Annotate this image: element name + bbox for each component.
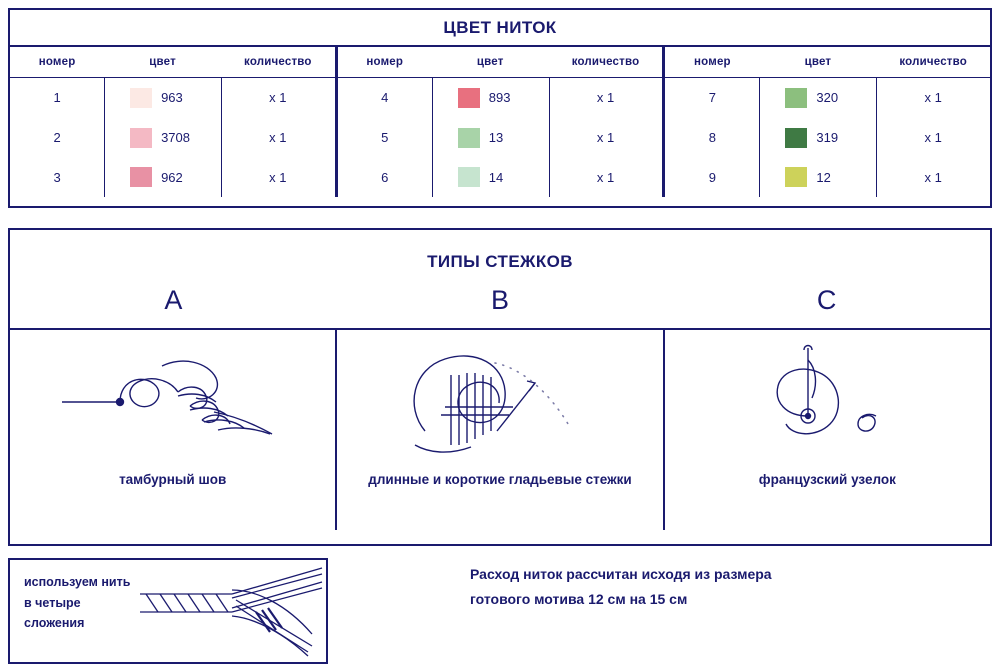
stitch-letter-a: A <box>164 284 183 315</box>
thread-block <box>335 47 663 197</box>
thread-code: 320 <box>816 90 839 106</box>
thread-code: 13 <box>488 130 504 145</box>
thread-folding-inner <box>10 560 326 662</box>
table-row <box>665 118 990 158</box>
table-row <box>10 157 335 197</box>
stitch-types-title: ТИПЫ СТЕЖКОВ <box>427 252 573 271</box>
thread-colors-grid <box>10 47 990 197</box>
thread-count: x 1 <box>269 169 287 185</box>
header-color: цвет <box>804 56 832 68</box>
long-short-stitch-diagram <box>337 330 662 470</box>
color-swatch <box>458 88 480 108</box>
thread-colors-title: ЦВЕТ НИТОК <box>443 18 557 37</box>
usage-note-line-1: Расход ниток рассчитан исходя из размера <box>470 566 772 582</box>
thread-color <box>432 128 549 148</box>
color-swatch <box>458 128 480 148</box>
thread-number: 5 <box>381 130 389 145</box>
column-divider <box>221 77 222 197</box>
color-swatch <box>130 128 152 148</box>
thread-number: 7 <box>708 90 717 106</box>
thread-header-row <box>10 47 335 78</box>
thread-folding-text <box>24 572 130 634</box>
column-divider <box>549 77 550 197</box>
thread-number: 8 <box>708 130 717 145</box>
four-strand-thread-diagram <box>136 560 326 667</box>
thread-color <box>104 128 221 148</box>
thread-header-row <box>338 47 663 78</box>
column-divider <box>759 77 760 197</box>
thread-code: 319 <box>816 130 839 145</box>
header-count: количество <box>571 56 640 68</box>
thread-number: 6 <box>381 169 389 185</box>
thread-count: x 1 <box>269 90 287 106</box>
stitch-letter-row <box>10 272 990 330</box>
stitch-caption-b: длинные и короткие гладьевые стежки <box>368 472 632 487</box>
thread-number: 1 <box>53 90 61 106</box>
chain-stitch-diagram <box>10 330 335 470</box>
thread-code: 14 <box>488 169 504 185</box>
color-swatch <box>785 88 807 108</box>
thread-color <box>104 88 221 108</box>
stitch-columns <box>10 330 990 530</box>
thread-count: x 1 <box>596 169 615 185</box>
stitch-types-panel <box>8 228 992 546</box>
thread-count: x 1 <box>924 169 942 185</box>
thread-colors-panel <box>8 8 992 208</box>
stitch-column-b <box>335 330 662 530</box>
thread-code: 12 <box>816 169 831 185</box>
table-row <box>338 78 663 118</box>
thread-rows <box>10 78 335 197</box>
usage-note <box>470 562 990 611</box>
thread-code: 962 <box>161 169 183 185</box>
color-swatch <box>458 167 480 187</box>
thread-count: x 1 <box>924 90 942 106</box>
color-swatch <box>785 167 807 187</box>
table-row <box>10 118 335 158</box>
thread-rows <box>338 78 663 197</box>
table-row <box>338 157 663 197</box>
thread-code: 3708 <box>161 130 190 145</box>
stitch-caption-a: тамбурный шов <box>119 472 227 487</box>
stitch-letter-c: C <box>816 284 837 315</box>
thread-number: 4 <box>381 90 389 106</box>
color-swatch <box>785 128 807 148</box>
header-number: номер <box>366 56 404 68</box>
column-divider <box>432 77 433 197</box>
french-knot-diagram <box>665 330 990 470</box>
usage-note-line-2: готового мотива 12 см на 15 см <box>470 590 688 607</box>
column-divider <box>876 77 877 197</box>
header-count: количество <box>899 56 967 68</box>
header-count: количество <box>244 56 312 68</box>
thread-count: x 1 <box>269 130 287 145</box>
thread-number: 2 <box>53 130 61 145</box>
stitch-column-c <box>663 330 990 530</box>
thread-count: x 1 <box>596 130 615 145</box>
thread-count: x 1 <box>924 130 942 145</box>
table-row <box>665 157 990 197</box>
color-swatch <box>130 88 152 108</box>
header-color: цвет <box>476 56 504 68</box>
stitch-caption-c: французский узелок <box>758 472 896 487</box>
header-color: цвет <box>149 56 176 68</box>
thread-code: 963 <box>161 90 183 106</box>
thread-number: 3 <box>53 169 61 185</box>
table-row <box>338 118 663 158</box>
header-number: номер <box>38 56 76 68</box>
thread-block <box>662 47 990 197</box>
fold-line-1: используем нить <box>24 575 131 589</box>
table-row <box>10 78 335 118</box>
thread-color <box>759 167 876 187</box>
thread-number: 9 <box>708 169 717 185</box>
thread-color <box>432 167 549 187</box>
thread-rows <box>665 78 990 197</box>
thread-color <box>432 88 549 108</box>
thread-folding-panel <box>8 558 328 664</box>
color-swatch <box>130 167 152 187</box>
stitch-letter-b: B <box>491 284 510 315</box>
table-row <box>665 78 990 118</box>
thread-count: x 1 <box>596 90 615 106</box>
thread-color <box>759 128 876 148</box>
thread-header-row <box>665 47 990 78</box>
fold-line-3: сложения <box>24 616 85 631</box>
fold-line-2: в четыре <box>24 595 81 610</box>
thread-block <box>10 47 335 197</box>
stitch-column-a <box>10 330 335 530</box>
column-divider <box>104 77 105 197</box>
thread-color <box>759 88 876 108</box>
thread-code: 893 <box>488 90 511 106</box>
header-number: номер <box>694 56 731 68</box>
thread-color <box>104 167 221 187</box>
